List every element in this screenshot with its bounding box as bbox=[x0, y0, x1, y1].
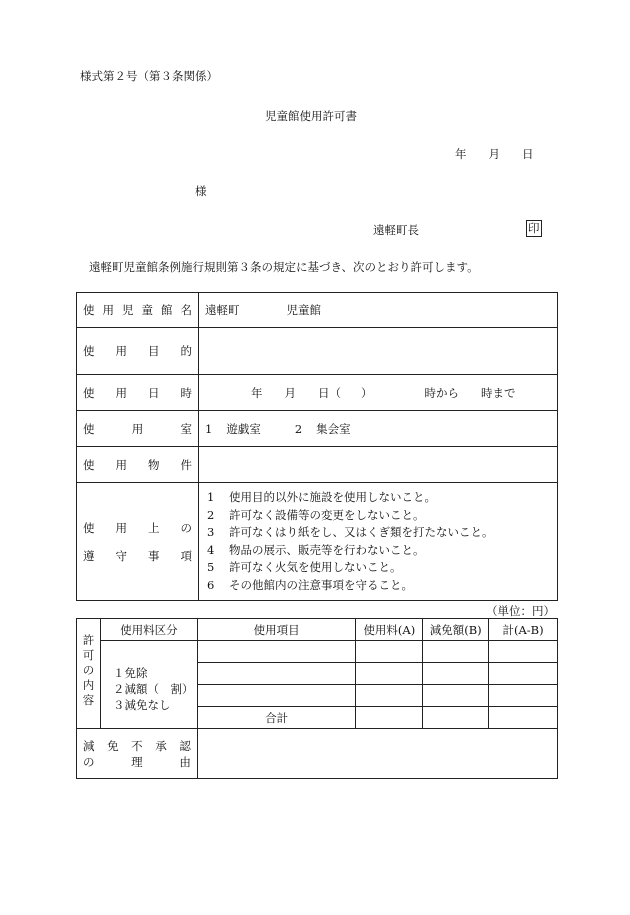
purpose-label-cell bbox=[77, 328, 199, 375]
rules-value-cell bbox=[199, 483, 558, 601]
total-fee-a[interactable] bbox=[356, 707, 423, 729]
rule-text: その他館内の注意事項を守ること。 bbox=[229, 577, 413, 592]
rule-item bbox=[207, 524, 549, 542]
rules-label-line1: 使 用 上 の bbox=[83, 520, 192, 535]
date-day: 日 bbox=[522, 147, 534, 161]
date-line bbox=[455, 146, 534, 162]
facility-town: 遠軽町 bbox=[205, 303, 240, 317]
category-option[interactable]: ２減額（ 割） bbox=[112, 682, 194, 696]
purpose-value-cell[interactable] bbox=[199, 328, 558, 375]
category-option[interactable]: １免除 bbox=[112, 666, 148, 680]
datetime-value-cell[interactable] bbox=[199, 375, 558, 411]
permit-table bbox=[76, 292, 558, 601]
rule-item bbox=[207, 559, 549, 577]
fee-total-cell[interactable] bbox=[489, 663, 558, 685]
rules-list bbox=[207, 489, 549, 594]
rules-label-line2: 遵 守 事 項 bbox=[83, 548, 192, 563]
fee-side-label bbox=[77, 619, 101, 729]
total-fee-ab[interactable] bbox=[489, 707, 558, 729]
fee-item-cell[interactable] bbox=[197, 685, 356, 707]
equipment-value-cell[interactable] bbox=[199, 447, 558, 483]
addressee-suffix: 様 bbox=[195, 184, 207, 198]
room-value-cell[interactable] bbox=[199, 411, 558, 447]
form-number: 様式第２号（第３条関係） bbox=[80, 69, 218, 83]
datetime-to: 時まで bbox=[481, 385, 516, 400]
fee-total-cell[interactable] bbox=[489, 641, 558, 663]
rules-label-cell bbox=[77, 483, 199, 601]
facility-value-cell[interactable] bbox=[199, 293, 558, 328]
rule-number: 2 bbox=[207, 507, 215, 522]
datetime-label-cell bbox=[77, 375, 199, 411]
datetime-day: 日（ bbox=[318, 385, 341, 400]
fee-a-cell[interactable] bbox=[356, 685, 423, 707]
reduction-label-cell bbox=[77, 729, 198, 779]
facility-label-char: 用 bbox=[102, 303, 114, 317]
fee-b-cell[interactable] bbox=[423, 641, 489, 663]
header-reduction-b: 減免額(B) bbox=[423, 619, 489, 641]
datetime-from: 時から bbox=[424, 385, 459, 400]
fee-category-cell[interactable] bbox=[100, 641, 197, 729]
purpose-label: 使 用 目 的 bbox=[83, 344, 192, 358]
header-fee-a: 使用料(A) bbox=[356, 619, 423, 641]
facility-label-cell bbox=[77, 293, 199, 328]
equipment-label: 使 用 物 件 bbox=[83, 457, 192, 472]
fee-item-cell[interactable] bbox=[197, 641, 356, 663]
rule-number: 5 bbox=[207, 560, 215, 574]
facility-label bbox=[83, 302, 192, 318]
header-item: 使用項目 bbox=[197, 619, 356, 641]
date-year: 年 bbox=[455, 147, 467, 161]
equipment-label-cell bbox=[77, 447, 199, 483]
datetime-month: 月 bbox=[284, 385, 296, 400]
room-option-1-no: 1 bbox=[205, 421, 213, 436]
facility-suffix: 児童館 bbox=[286, 303, 321, 317]
rule-item bbox=[207, 577, 549, 595]
room-option-1[interactable]: 遊戯室 bbox=[226, 421, 261, 436]
side-char: の bbox=[82, 663, 95, 677]
header-total-ab: 計(A-B) bbox=[489, 619, 558, 641]
issuer-name: 遠軽町長 bbox=[373, 223, 419, 237]
fee-b-cell[interactable] bbox=[423, 685, 489, 707]
rule-number: 1 bbox=[207, 490, 215, 504]
rule-number: 4 bbox=[207, 542, 215, 557]
datetime-label: 使 用 日 時 bbox=[83, 385, 192, 400]
reduction-reason-cell[interactable] bbox=[197, 729, 557, 779]
datetime-year: 年 bbox=[251, 385, 263, 400]
side-char: 容 bbox=[82, 693, 95, 707]
facility-label-char: 名 bbox=[180, 303, 192, 317]
rule-number: 3 bbox=[207, 525, 215, 539]
side-char: 内 bbox=[82, 678, 95, 692]
fee-table bbox=[76, 618, 558, 779]
total-fee-b[interactable] bbox=[423, 707, 489, 729]
room-label: 使 用 室 bbox=[83, 421, 192, 436]
rule-text: 許可なく設備等の変更をしないこと。 bbox=[229, 507, 425, 522]
seal-mark: 印 bbox=[528, 221, 540, 235]
fee-a-cell[interactable] bbox=[356, 663, 423, 685]
fee-b-cell[interactable] bbox=[423, 663, 489, 685]
facility-label-char: 使 bbox=[83, 303, 95, 317]
category-option[interactable]: ３減免なし bbox=[112, 698, 171, 712]
rule-item bbox=[207, 489, 549, 507]
header-category: 使用料区分 bbox=[100, 619, 197, 641]
unit-label: （単位：円） bbox=[486, 604, 555, 618]
rule-item bbox=[207, 507, 549, 525]
total-label: 合計 bbox=[197, 707, 356, 729]
date-month: 月 bbox=[488, 147, 500, 161]
rule-text: 許可なくはり紙をし、又はくぎ類を打たないこと。 bbox=[229, 525, 494, 539]
preamble: 遠軽町児童館条例施行規則第３条の規定に基づき、次のとおり許可します。 bbox=[89, 260, 479, 274]
rule-item bbox=[207, 542, 549, 560]
room-option-2[interactable]: 集会室 bbox=[316, 421, 351, 436]
fee-total-cell[interactable] bbox=[489, 685, 558, 707]
reduction-label-line2: の 理 由 bbox=[83, 754, 191, 769]
side-char: 可 bbox=[82, 648, 95, 662]
facility-label-char: 館 bbox=[161, 303, 173, 317]
reduction-label-line1: 減 免 不 承 認 bbox=[83, 738, 191, 753]
room-option-2-no: 2 bbox=[294, 421, 303, 436]
fee-item-cell[interactable] bbox=[197, 663, 356, 685]
fee-a-cell[interactable] bbox=[356, 641, 423, 663]
side-char: 許 bbox=[82, 633, 95, 647]
facility-label-char: 童 bbox=[141, 303, 153, 317]
room-label-cell bbox=[77, 411, 199, 447]
document-title: 児童館使用許可書 bbox=[265, 109, 357, 123]
facility-label-char: 児 bbox=[122, 303, 134, 317]
rule-text: 使用目的以外に施設を使用しないこと。 bbox=[229, 490, 436, 504]
rule-text: 許可なく火気を使用しないこと。 bbox=[229, 560, 402, 574]
rule-text: 物品の展示、販売等を行わないこと。 bbox=[229, 542, 425, 557]
rule-number: 6 bbox=[207, 577, 215, 592]
datetime-close: ） bbox=[361, 385, 373, 400]
